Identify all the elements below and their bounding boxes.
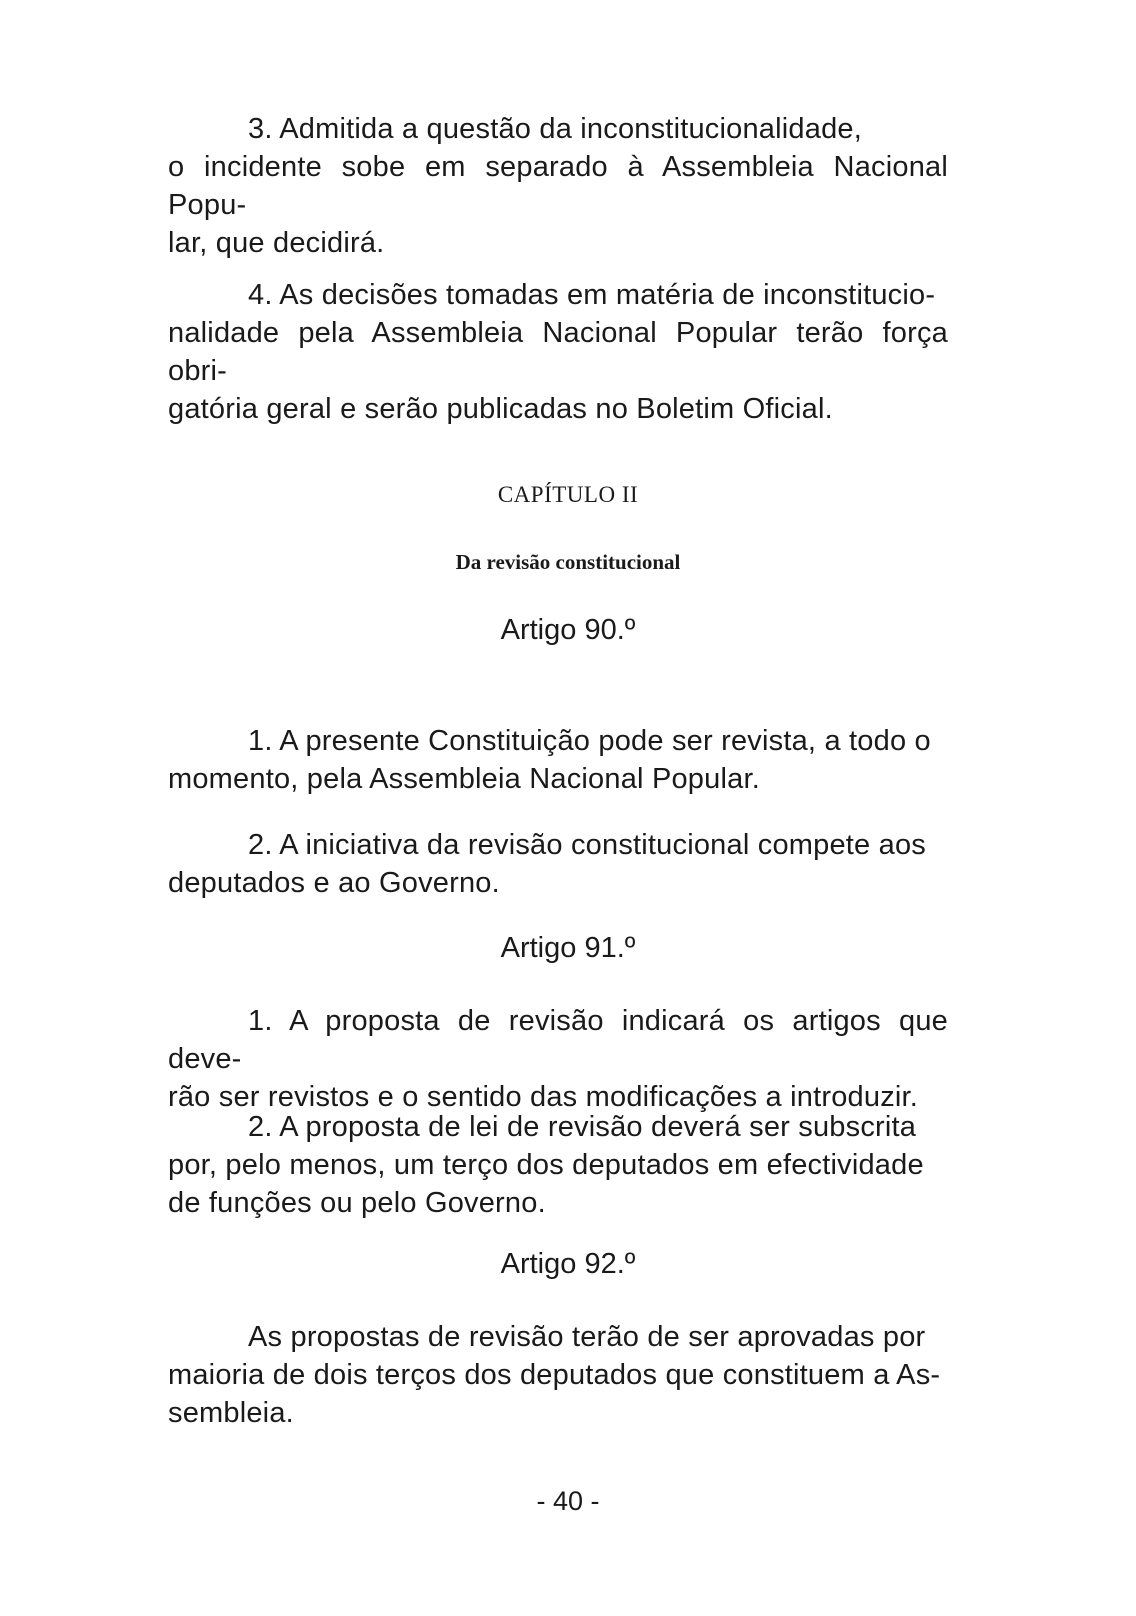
text-line: rão ser revistos e o sentido das modificações a introduzir.: [168, 1081, 919, 1113]
text-line: gatória geral e serão publicadas no Boletim Oficial.: [168, 393, 833, 425]
text-line: deputados e ao Governo.: [168, 867, 500, 899]
text-line: maioria de dois terços dos deputados que constituem a As-: [168, 1359, 941, 1391]
text-line: 1. A proposta de revisão indicará os artigos que deve-: [168, 1005, 948, 1075]
paragraph-art92-1: [168, 1318, 948, 1432]
article-heading-91: Artigo 91.º: [500, 932, 636, 964]
paragraph-art90-1: [168, 722, 948, 798]
text-line: 2. A iniciativa da revisão constitucional compete aos: [248, 829, 926, 861]
chapter-title: Da revisão constitucional: [455, 550, 681, 574]
article-heading-90: Artigo 90.º: [500, 614, 636, 646]
text-line: 4. As decisões tomadas em matéria de inconstitucio-: [248, 279, 936, 311]
text-line: lar, que decidirá.: [168, 227, 385, 259]
paragraph-art89-3: [168, 110, 948, 262]
text-line: 3. Admitida a questão da inconstitucionalidade,: [248, 113, 862, 145]
text-line: o incidente sobe em separado à Assembleia Nacional Popu-: [168, 151, 948, 221]
paragraph-art91-1: [168, 1002, 948, 1116]
text-line: de funções ou pelo Governo.: [168, 1187, 546, 1219]
text-line: As propostas de revisão terão de ser aprovadas por: [248, 1321, 926, 1353]
article-heading-92: Artigo 92.º: [500, 1248, 636, 1280]
text-line: 1. A presente Constituição pode ser revista, a todo o: [248, 725, 931, 757]
paragraph-art91-2: [168, 1108, 948, 1222]
text-line: por, pelo menos, um terço dos deputados em efectividade: [168, 1149, 924, 1181]
chapter-heading: CAPÍTULO II: [497, 482, 639, 507]
text-line: nalidade pela Assembleia Nacional Popular terão força obri-: [168, 317, 948, 387]
paragraph-art90-2: [168, 826, 948, 902]
page-number: - 40 -: [536, 1486, 600, 1516]
text-line: 2. A proposta de lei de revisão deverá ser subscrita: [248, 1111, 917, 1143]
paragraph-art89-4: [168, 276, 948, 428]
text-line: momento, pela Assembleia Nacional Popular.: [168, 763, 760, 795]
text-line: sembleia.: [168, 1397, 294, 1429]
